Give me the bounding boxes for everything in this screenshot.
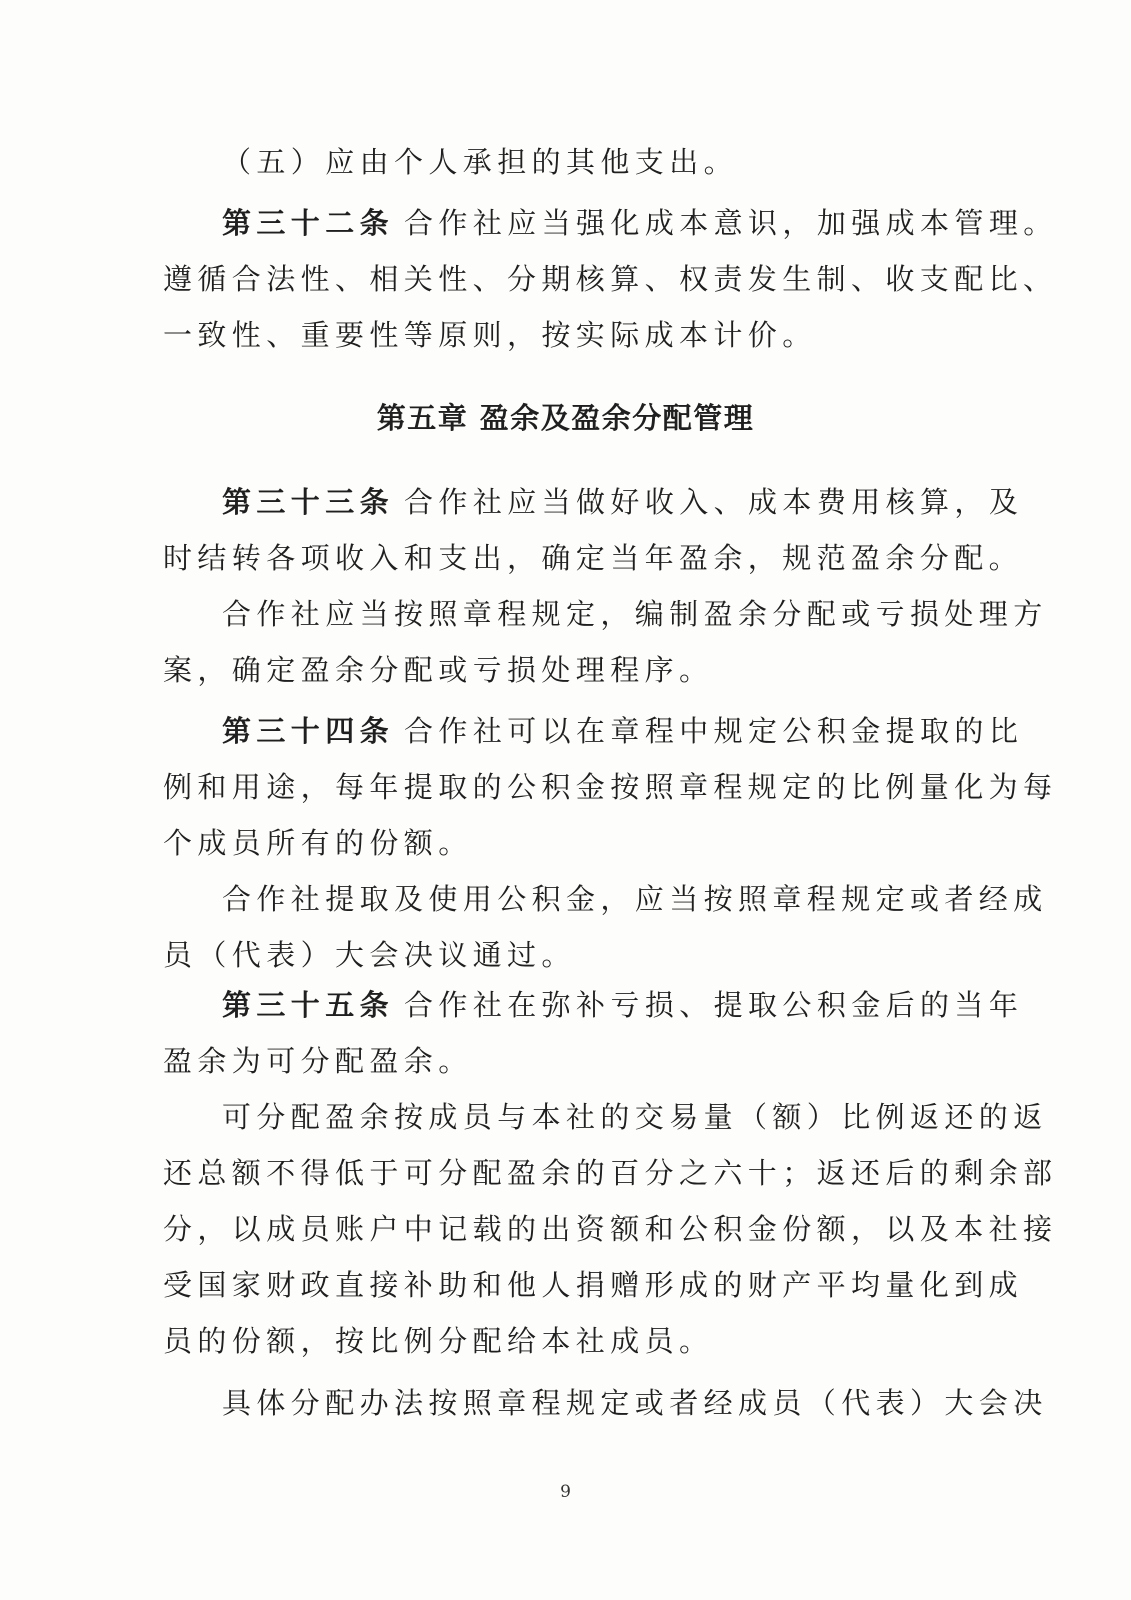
text-line: 具体分配办法按照章程规定或者经成员（代表）大会决 (222, 1386, 1048, 1420)
text-line: 一致性、重要性等原则，按实际成本计价。 (163, 318, 817, 352)
text-line: 个成员所有的份额。 (163, 826, 473, 860)
text-line: 例和用途，每年提取的公积金按照章程规定的比例量化为每 (163, 770, 1058, 804)
text-line: 合作社提取及使用公积金，应当按照章程规定或者经成 (222, 882, 1048, 916)
text-line: 分，以成员账户中记载的出资额和公积金份额，以及本社接 (163, 1212, 1058, 1246)
article-35-first-line: 第三十五条 合作社在弥补亏损、提取公积金后的当年 (222, 988, 1024, 1022)
text-line: （五）应由个人承担的其他支出。 (222, 145, 739, 179)
article-label: 第三十五条 (222, 988, 395, 1022)
article-label: 第三十三条 (222, 485, 395, 519)
article-34-first-line: 第三十四条 合作社可以在章程中规定公积金提取的比 (222, 714, 1024, 748)
article-32-first-line: 第三十二条 合作社应当强化成本意识，加强成本管理。 (222, 206, 1058, 240)
text-line: 还总额不得低于可分配盈余的百分之六十；返还后的剩余部 (163, 1156, 1058, 1190)
text-line: 遵循合法性、相关性、分期核算、权责发生制、收支配比、 (163, 262, 1058, 296)
text-line: 可分配盈余按成员与本社的交易量（额）比例返还的返 (222, 1100, 1048, 1134)
article-33-first-line: 第三十三条 合作社应当做好收入、成本费用核算，及 (222, 485, 1024, 519)
text-line: 合作社应当按照章程规定，编制盈余分配或亏损处理方 (222, 597, 1048, 631)
chapter-title: 第五章 盈余及盈余分配管理 (376, 401, 755, 435)
text-line: 员（代表）大会决议通过。 (163, 938, 576, 972)
page-number: 9 (560, 1482, 571, 1502)
text-line: 员的份额，按比例分配给本社成员。 (163, 1324, 714, 1358)
article-label: 第三十二条 (222, 206, 395, 240)
article-label: 第三十四条 (222, 714, 395, 748)
text-line: 时结转各项收入和支出，确定当年盈余，规范盈余分配。 (163, 541, 1024, 575)
text-line: 案，确定盈余分配或亏损处理程序。 (163, 653, 714, 687)
text-line: 盈余为可分配盈余。 (163, 1044, 473, 1078)
text-line: 受国家财政直接补助和他人捐赠形成的财产平均量化到成 (163, 1268, 1024, 1302)
